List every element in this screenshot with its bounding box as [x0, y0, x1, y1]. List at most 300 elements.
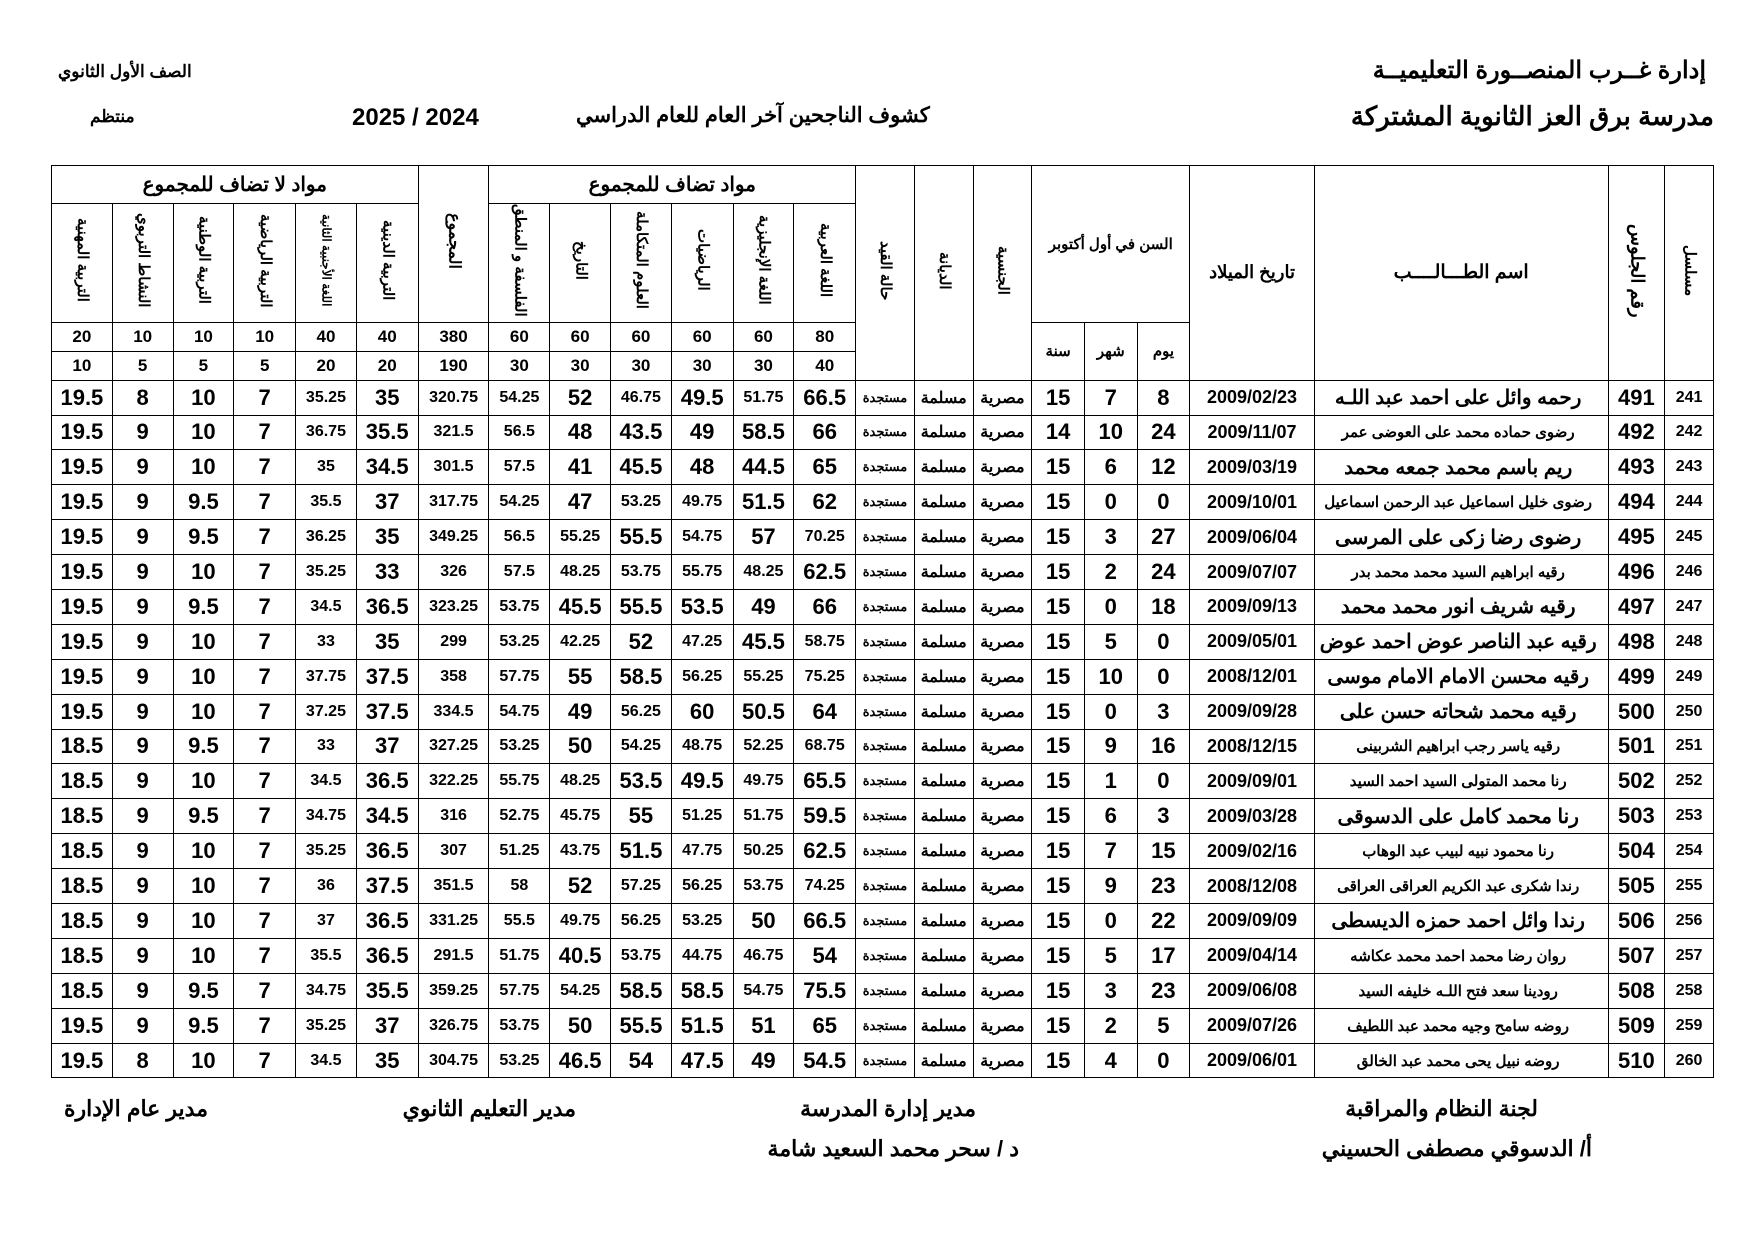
- cell-rel: مسلمة: [914, 799, 973, 834]
- cell-serial: 254: [1665, 834, 1714, 869]
- max-second-lang: 40: [296, 322, 357, 351]
- cell-english: 52.25: [733, 729, 794, 764]
- cell-religion-ed: 36.5: [356, 938, 418, 973]
- cell-history: 52: [550, 869, 611, 904]
- cell-rel: مسلمة: [914, 659, 973, 694]
- cell-activity: 9: [112, 450, 173, 485]
- religion-ed-header: التربية الدينية: [356, 204, 418, 323]
- cell-science: 51.5: [611, 834, 672, 869]
- cell-nat: مصرية: [973, 485, 1032, 520]
- cell-seat: 510: [1608, 1043, 1665, 1078]
- cell-vocational: 18.5: [52, 799, 113, 834]
- results-table: [51, 165, 1714, 1078]
- cell-national: 10: [173, 415, 234, 450]
- cell-activity: 9: [112, 938, 173, 973]
- cell-vocational: 18.5: [52, 904, 113, 939]
- cell-name: رندا وائل احمد حمزه الديسطى: [1314, 904, 1608, 939]
- cell-arabic: 65: [794, 450, 856, 485]
- cell-second-lang: 35.25: [296, 834, 357, 869]
- cell-national: 10: [173, 450, 234, 485]
- cell-day: 8: [1137, 380, 1190, 415]
- academic-year: 2025 / 2024: [352, 104, 479, 131]
- cell-serial: 248: [1665, 624, 1714, 659]
- cell-seat: 505: [1608, 869, 1665, 904]
- cell-name: رقيه شريف انور محمد محمد: [1314, 589, 1608, 624]
- cell-sports: 7: [234, 729, 296, 764]
- table-row: [52, 589, 1714, 624]
- cell-year: 15: [1032, 380, 1085, 415]
- age-header: السن في أول أكتوبر: [1032, 166, 1190, 323]
- cell-national: 9.5: [173, 485, 234, 520]
- cell-sports: 7: [234, 764, 296, 799]
- cell-rel: مسلمة: [914, 834, 973, 869]
- cell-year: 15: [1032, 520, 1085, 555]
- cell-religion-ed: 37.5: [356, 694, 418, 729]
- cell-day: 27: [1137, 520, 1190, 555]
- cell-rel: مسلمة: [914, 729, 973, 764]
- max-activity: 10: [112, 322, 173, 351]
- cell-english: 51: [733, 1008, 794, 1043]
- table-row: [52, 380, 1714, 415]
- cell-month: 6: [1084, 799, 1137, 834]
- cell-sports: 7: [234, 450, 296, 485]
- cell-total: 326.75: [418, 1008, 489, 1043]
- cell-year: 15: [1032, 450, 1085, 485]
- history-header: التاريخ: [550, 204, 611, 323]
- group-added-header: مواد تضاف للمجموع: [489, 166, 856, 204]
- cell-philosophy: 53.25: [489, 729, 550, 764]
- cell-year: 15: [1032, 834, 1085, 869]
- cell-sports: 7: [234, 380, 296, 415]
- cell-national: 10: [173, 555, 234, 590]
- cell-history: 45.5: [550, 589, 611, 624]
- cell-english: 49: [733, 1043, 794, 1078]
- cell-day: 3: [1137, 799, 1190, 834]
- cell-status: مستجدة: [856, 694, 915, 729]
- cell-day: 16: [1137, 729, 1190, 764]
- cell-math: 48.75: [671, 729, 733, 764]
- cell-rel: مسلمة: [914, 555, 973, 590]
- cell-rel: مسلمة: [914, 938, 973, 973]
- cell-rel: مسلمة: [914, 485, 973, 520]
- cell-nat: مصرية: [973, 904, 1032, 939]
- cell-vocational: 18.5: [52, 869, 113, 904]
- max-national: 10: [173, 322, 234, 351]
- cell-name: ريم باسم محمد جمعه محمد: [1314, 450, 1608, 485]
- cell-arabic: 54: [794, 938, 856, 973]
- max-science: 60: [611, 322, 672, 351]
- cell-science: 58.5: [611, 973, 672, 1008]
- cell-dob: 2009/09/13: [1190, 589, 1315, 624]
- cell-year: 15: [1032, 904, 1085, 939]
- cell-arabic: 58.75: [794, 624, 856, 659]
- max-religion-ed: 40: [356, 322, 418, 351]
- cell-seat: 491: [1608, 380, 1665, 415]
- cell-sports: 7: [234, 555, 296, 590]
- max-arabic: 80: [794, 322, 856, 351]
- cell-activity: 8: [112, 380, 173, 415]
- cell-second-lang: 34.5: [296, 589, 357, 624]
- table-row: [52, 869, 1714, 904]
- cell-history: 43.75: [550, 834, 611, 869]
- cell-activity: 9: [112, 694, 173, 729]
- cell-day: 22: [1137, 904, 1190, 939]
- cell-year: 15: [1032, 485, 1085, 520]
- cell-sports: 7: [234, 973, 296, 1008]
- max-philosophy: 60: [489, 322, 550, 351]
- cell-activity: 9: [112, 729, 173, 764]
- cell-activity: 9: [112, 624, 173, 659]
- cell-nat: مصرية: [973, 1008, 1032, 1043]
- cell-dob: 2009/06/01: [1190, 1043, 1315, 1078]
- cell-english: 58.5: [733, 415, 794, 450]
- cell-philosophy: 56.5: [489, 520, 550, 555]
- table-row: [52, 555, 1714, 590]
- cell-religion-ed: 37: [356, 729, 418, 764]
- cell-serial: 252: [1665, 764, 1714, 799]
- cell-nat: مصرية: [973, 450, 1032, 485]
- cell-national: 10: [173, 834, 234, 869]
- cell-philosophy: 56.5: [489, 415, 550, 450]
- cell-arabic: 62.5: [794, 555, 856, 590]
- cell-nat: مصرية: [973, 624, 1032, 659]
- cell-english: 54.75: [733, 973, 794, 1008]
- cell-total: 358: [418, 659, 489, 694]
- cell-serial: 251: [1665, 729, 1714, 764]
- cell-vocational: 19.5: [52, 415, 113, 450]
- cell-arabic: 66: [794, 415, 856, 450]
- cell-religion-ed: 37.5: [356, 659, 418, 694]
- table-row: [52, 450, 1714, 485]
- dob-header: تاريخ الميلاد: [1190, 166, 1315, 381]
- cell-philosophy: 58: [489, 869, 550, 904]
- cell-nat: مصرية: [973, 869, 1032, 904]
- cell-rel: مسلمة: [914, 415, 973, 450]
- cell-vocational: 18.5: [52, 729, 113, 764]
- cell-vocational: 19.5: [52, 659, 113, 694]
- cell-day: 0: [1137, 624, 1190, 659]
- cell-arabic: 75.25: [794, 659, 856, 694]
- min-history: 30: [550, 351, 611, 380]
- cell-rel: مسلمة: [914, 1043, 973, 1078]
- cell-arabic: 62: [794, 485, 856, 520]
- cell-day: 23: [1137, 973, 1190, 1008]
- month-header: شهر: [1084, 322, 1137, 380]
- cell-dob: 2009/11/07: [1190, 415, 1315, 450]
- cell-nat: مصرية: [973, 659, 1032, 694]
- cell-second-lang: 35.5: [296, 938, 357, 973]
- cell-month: 2: [1084, 1008, 1137, 1043]
- cell-month: 4: [1084, 1043, 1137, 1078]
- cell-status: مستجدة: [856, 485, 915, 520]
- cell-seat: 496: [1608, 555, 1665, 590]
- cell-vocational: 19.5: [52, 694, 113, 729]
- min-second-lang: 20: [296, 351, 357, 380]
- cell-english: 50: [733, 904, 794, 939]
- cell-seat: 499: [1608, 659, 1665, 694]
- cell-vocational: 19.5: [52, 1043, 113, 1078]
- science-header: العلوم المتكاملة: [611, 204, 672, 323]
- cell-science: 53.75: [611, 938, 672, 973]
- max-math: 60: [671, 322, 733, 351]
- cell-religion-ed: 36.5: [356, 764, 418, 799]
- cell-rel: مسلمة: [914, 624, 973, 659]
- cell-national: 10: [173, 904, 234, 939]
- math-header: الرياضيات: [671, 204, 733, 323]
- cell-month: 0: [1084, 904, 1137, 939]
- cell-sports: 7: [234, 485, 296, 520]
- cell-english: 50.25: [733, 834, 794, 869]
- cell-philosophy: 51.25: [489, 834, 550, 869]
- cell-serial: 255: [1665, 869, 1714, 904]
- cell-arabic: 68.75: [794, 729, 856, 764]
- cell-total: 304.75: [418, 1043, 489, 1078]
- cell-second-lang: 36: [296, 869, 357, 904]
- cell-math: 56.25: [671, 869, 733, 904]
- cell-serial: 245: [1665, 520, 1714, 555]
- cell-history: 48: [550, 415, 611, 450]
- min-arabic: 40: [794, 351, 856, 380]
- cell-second-lang: 34.5: [296, 764, 357, 799]
- cell-year: 15: [1032, 764, 1085, 799]
- cell-religion-ed: 36.5: [356, 589, 418, 624]
- cell-science: 45.5: [611, 450, 672, 485]
- cell-history: 54.25: [550, 973, 611, 1008]
- cell-seat: 504: [1608, 834, 1665, 869]
- cell-science: 55.5: [611, 589, 672, 624]
- cell-english: 55.25: [733, 659, 794, 694]
- cell-sports: 7: [234, 869, 296, 904]
- cell-serial: 258: [1665, 973, 1714, 1008]
- cell-status: مستجدة: [856, 555, 915, 590]
- cell-vocational: 19.5: [52, 450, 113, 485]
- cell-dob: 2008/12/15: [1190, 729, 1315, 764]
- cell-vocational: 19.5: [52, 380, 113, 415]
- cell-total: 301.5: [418, 450, 489, 485]
- cell-month: 0: [1084, 485, 1137, 520]
- cell-total: 323.25: [418, 589, 489, 624]
- cell-dob: 2009/06/04: [1190, 520, 1315, 555]
- study-type: منتظم: [90, 107, 135, 126]
- cell-science: 53.25: [611, 485, 672, 520]
- cell-second-lang: 36.25: [296, 520, 357, 555]
- cell-serial: 247: [1665, 589, 1714, 624]
- cell-science: 56.25: [611, 694, 672, 729]
- day-header: يوم: [1137, 322, 1190, 380]
- cell-national: 10: [173, 694, 234, 729]
- cell-rel: مسلمة: [914, 589, 973, 624]
- cell-day: 17: [1137, 938, 1190, 973]
- cell-philosophy: 55.5: [489, 904, 550, 939]
- max-history: 60: [550, 322, 611, 351]
- cell-seat: 494: [1608, 485, 1665, 520]
- cell-arabic: 62.5: [794, 834, 856, 869]
- cell-seat: 497: [1608, 589, 1665, 624]
- cell-dob: 2009/04/14: [1190, 938, 1315, 973]
- cell-total: 326: [418, 555, 489, 590]
- cell-seat: 507: [1608, 938, 1665, 973]
- cell-national: 10: [173, 624, 234, 659]
- school-manager-person: د / سحر محمد السعيد شامة: [767, 1136, 1019, 1161]
- cell-nat: مصرية: [973, 799, 1032, 834]
- cell-history: 40.5: [550, 938, 611, 973]
- min-activity: 5: [112, 351, 173, 380]
- table-row: [52, 659, 1714, 694]
- cell-english: 57: [733, 520, 794, 555]
- cell-national: 9.5: [173, 729, 234, 764]
- cell-dob: 2009/07/26: [1190, 1008, 1315, 1043]
- cell-english: 51.75: [733, 380, 794, 415]
- cell-science: 57.25: [611, 869, 672, 904]
- cell-second-lang: 35: [296, 450, 357, 485]
- cell-nat: مصرية: [973, 555, 1032, 590]
- cell-status: مستجدة: [856, 834, 915, 869]
- cell-seat: 502: [1608, 764, 1665, 799]
- cell-status: مستجدة: [856, 938, 915, 973]
- cell-dob: 2009/09/28: [1190, 694, 1315, 729]
- cell-arabic: 66: [794, 589, 856, 624]
- table-row: [52, 1008, 1714, 1043]
- name-header: اسم الطـــالــــب: [1314, 166, 1608, 381]
- cell-total: 331.25: [418, 904, 489, 939]
- cell-english: 44.5: [733, 450, 794, 485]
- cell-month: 0: [1084, 589, 1137, 624]
- cell-arabic: 66.5: [794, 380, 856, 415]
- cell-month: 0: [1084, 694, 1137, 729]
- cell-math: 48: [671, 450, 733, 485]
- cell-serial: 242: [1665, 415, 1714, 450]
- cell-science: 56.25: [611, 904, 672, 939]
- min-total: 190: [418, 351, 489, 380]
- second-lang-header: اللغة الأجنبية الثانية: [296, 204, 357, 323]
- min-english: 30: [733, 351, 794, 380]
- cell-national: 10: [173, 764, 234, 799]
- cell-month: 5: [1084, 938, 1137, 973]
- cell-english: 49.75: [733, 764, 794, 799]
- table-row: [52, 904, 1714, 939]
- cell-second-lang: 35.5: [296, 485, 357, 520]
- cell-national: 9.5: [173, 589, 234, 624]
- cell-name: رنا محمود نبيه لبيب عبد الوهاب: [1314, 834, 1608, 869]
- cell-name: روضه سامح وجيه محمد عبد اللطيف: [1314, 1008, 1608, 1043]
- cell-day: 3: [1137, 694, 1190, 729]
- cell-second-lang: 35.25: [296, 1008, 357, 1043]
- cell-month: 1: [1084, 764, 1137, 799]
- cell-status: مستجدة: [856, 764, 915, 799]
- cell-seat: 509: [1608, 1008, 1665, 1043]
- cell-philosophy: 54.25: [489, 380, 550, 415]
- cell-name: روضه نبيل يحى محمد عبد الخالق: [1314, 1043, 1608, 1078]
- cell-name: رضوى خليل اسماعيل عبد الرحمن اسماعيل: [1314, 485, 1608, 520]
- cell-rel: مسلمة: [914, 973, 973, 1008]
- cell-month: 9: [1084, 729, 1137, 764]
- cell-name: رودينا سعد فتح اللـه خليفه السيد: [1314, 973, 1608, 1008]
- cell-national: 10: [173, 938, 234, 973]
- cell-activity: 9: [112, 834, 173, 869]
- cell-seat: 492: [1608, 415, 1665, 450]
- cell-english: 45.5: [733, 624, 794, 659]
- cell-serial: 257: [1665, 938, 1714, 973]
- vocational-header: التربية المهنية: [52, 204, 113, 323]
- cell-status: مستجدة: [856, 799, 915, 834]
- cell-activity: 9: [112, 555, 173, 590]
- cell-science: 58.5: [611, 659, 672, 694]
- school-manager-label: مدير إدارة المدرسة: [800, 1096, 976, 1121]
- committee-person: أ/ الدسوقي مصطفى الحسيني: [1321, 1136, 1592, 1161]
- cell-arabic: 54.5: [794, 1043, 856, 1078]
- cell-arabic: 59.5: [794, 799, 856, 834]
- cell-total: 349.25: [418, 520, 489, 555]
- cell-month: 3: [1084, 973, 1137, 1008]
- cell-name: رضوى حماده محمد على العوضى عمر: [1314, 415, 1608, 450]
- cell-rel: مسلمة: [914, 520, 973, 555]
- student-rows: [52, 380, 1714, 1078]
- cell-status: مستجدة: [856, 1043, 915, 1078]
- cell-second-lang: 34.75: [296, 973, 357, 1008]
- cell-religion-ed: 35: [356, 1043, 418, 1078]
- cell-second-lang: 35.25: [296, 380, 357, 415]
- max-sports: 10: [234, 322, 296, 351]
- cell-serial: 249: [1665, 659, 1714, 694]
- cell-english: 48.25: [733, 555, 794, 590]
- cell-day: 24: [1137, 415, 1190, 450]
- min-national: 5: [173, 351, 234, 380]
- cell-year: 15: [1032, 729, 1085, 764]
- cell-name: رندا شكرى عبد الكريم العراقى العراقى: [1314, 869, 1608, 904]
- cell-year: 15: [1032, 555, 1085, 590]
- cell-year: 15: [1032, 938, 1085, 973]
- group-not-added-header: مواد لا تضاف للمجموع: [52, 166, 419, 204]
- cell-second-lang: 34.75: [296, 799, 357, 834]
- cell-philosophy: 55.75: [489, 764, 550, 799]
- cell-nat: مصرية: [973, 380, 1032, 415]
- cell-serial: 256: [1665, 904, 1714, 939]
- cell-seat: 503: [1608, 799, 1665, 834]
- cell-english: 53.75: [733, 869, 794, 904]
- cell-dob: 2009/09/09: [1190, 904, 1315, 939]
- table-row: [52, 799, 1714, 834]
- cell-science: 43.5: [611, 415, 672, 450]
- cell-name: رنا محمد كامل على الدسوقى: [1314, 799, 1608, 834]
- cell-name: رضوى رضا زكى على المرسى: [1314, 520, 1608, 555]
- cell-philosophy: 57.75: [489, 659, 550, 694]
- cell-status: مستجدة: [856, 450, 915, 485]
- cell-activity: 9: [112, 869, 173, 904]
- cell-dob: 2009/09/01: [1190, 764, 1315, 799]
- cell-philosophy: 53.75: [489, 589, 550, 624]
- cell-name: رقيه ياسر رجب ابراهيم الشربينى: [1314, 729, 1608, 764]
- cell-science: 55.5: [611, 1008, 672, 1043]
- cell-second-lang: 37: [296, 904, 357, 939]
- cell-math: 49.5: [671, 380, 733, 415]
- cell-math: 55.75: [671, 555, 733, 590]
- cell-status: مستجدة: [856, 729, 915, 764]
- cell-serial: 260: [1665, 1043, 1714, 1078]
- cell-status: مستجدة: [856, 973, 915, 1008]
- cell-day: 12: [1137, 450, 1190, 485]
- cell-english: 51.75: [733, 799, 794, 834]
- cell-vocational: 19.5: [52, 1008, 113, 1043]
- cell-national: 10: [173, 869, 234, 904]
- cell-year: 15: [1032, 624, 1085, 659]
- cell-sports: 7: [234, 589, 296, 624]
- cell-month: 10: [1084, 415, 1137, 450]
- cell-name: رقيه ابراهيم السيد محمد محمد بدر: [1314, 555, 1608, 590]
- grade-label: الصف الأول الثانوي: [58, 62, 192, 81]
- cell-science: 53.5: [611, 764, 672, 799]
- cell-philosophy: 57.5: [489, 555, 550, 590]
- cell-total: 320.75: [418, 380, 489, 415]
